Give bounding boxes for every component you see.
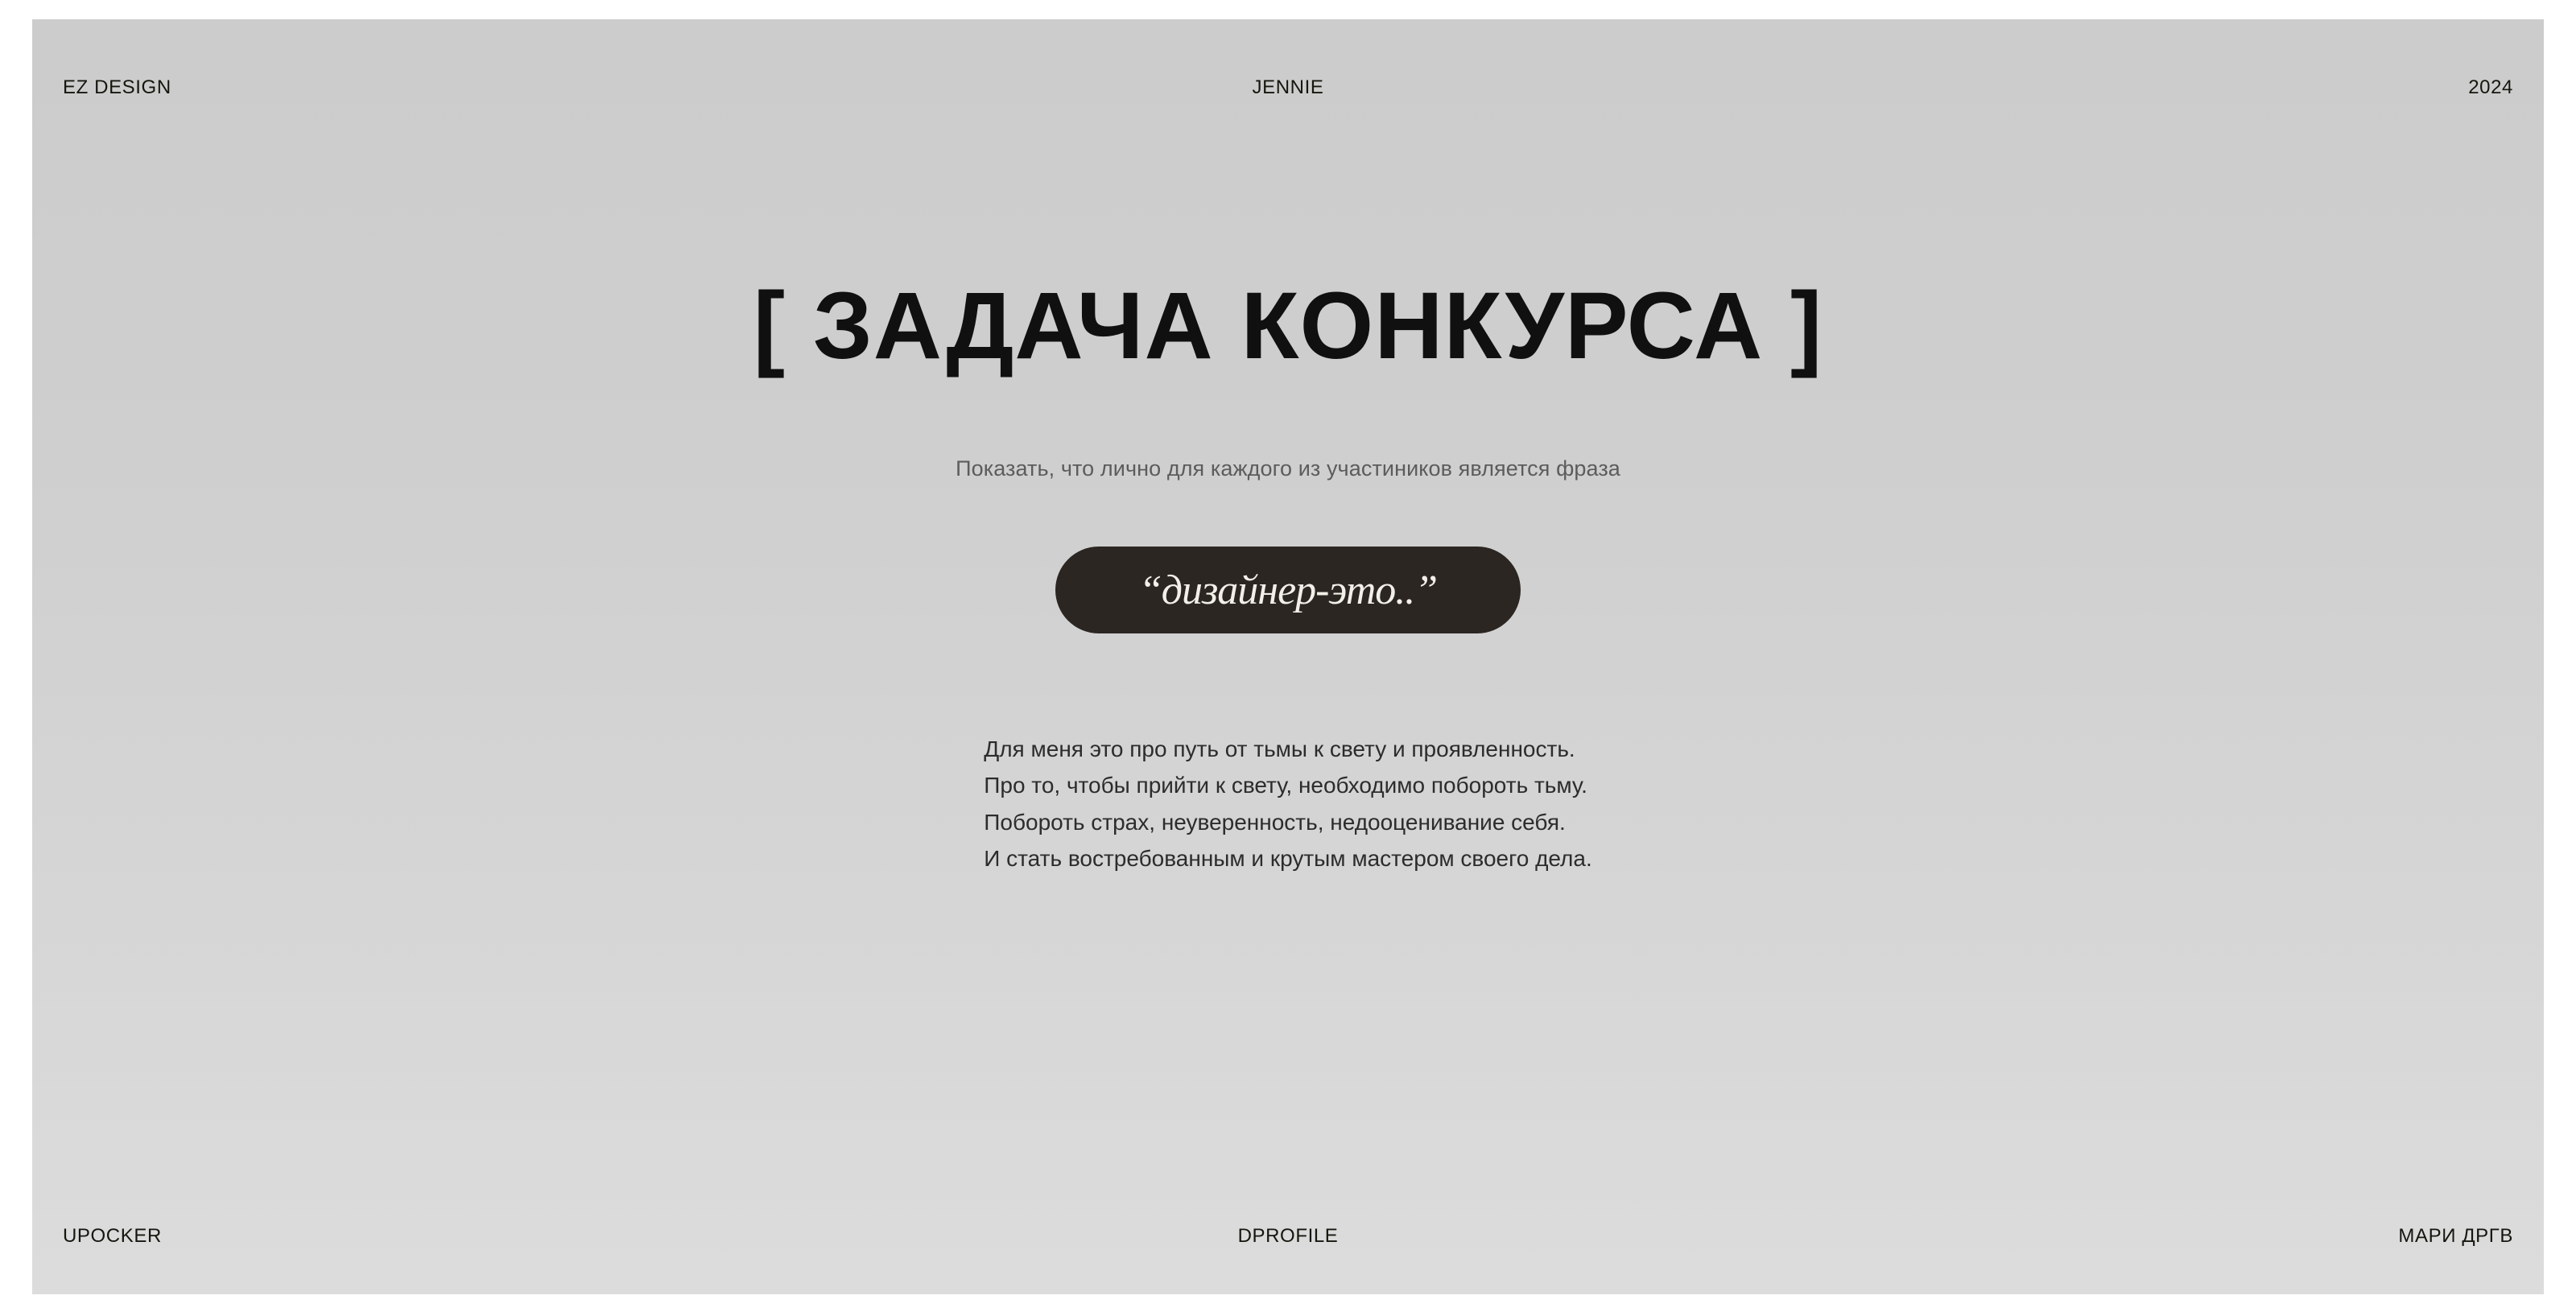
body-line: И стать востребованным и крутым мастером своего дела. (984, 846, 1592, 872)
presentation-slide (32, 19, 2544, 1294)
header-year-label: 2024 (2468, 76, 2513, 98)
slide-footer (32, 1225, 2544, 1249)
header-brand-label: EZ DESIGN (63, 76, 171, 98)
footer-name-label: МАРИ ДРГВ (2398, 1225, 2513, 1247)
header-title-label: JENNIE (1252, 76, 1324, 98)
footer-author-label: UPOCKER (63, 1225, 162, 1247)
page-title: [ ЗАДАЧА КОНКУРСА ] (753, 273, 1823, 379)
body-line: Для меня это про путь от тьмы к свету и проявленность. (984, 736, 1575, 761)
slide-subtitle: Показать, что лично для каждого из участиников является фраза (956, 456, 1620, 481)
footer-platform-label: DPROFILE (1237, 1225, 1339, 1247)
body-text-block (984, 731, 1591, 877)
quote-pill-label: “дизайнер-это..” (1138, 567, 1438, 613)
slide-header (32, 76, 2544, 100)
quote-pill (1055, 547, 1521, 633)
body-line: Про то, чтобы прийти к свету, необходимо побороть тьму. (984, 773, 1587, 798)
body-line: Побороть страх, неуверенность, недооценивание себя. (984, 809, 1566, 835)
